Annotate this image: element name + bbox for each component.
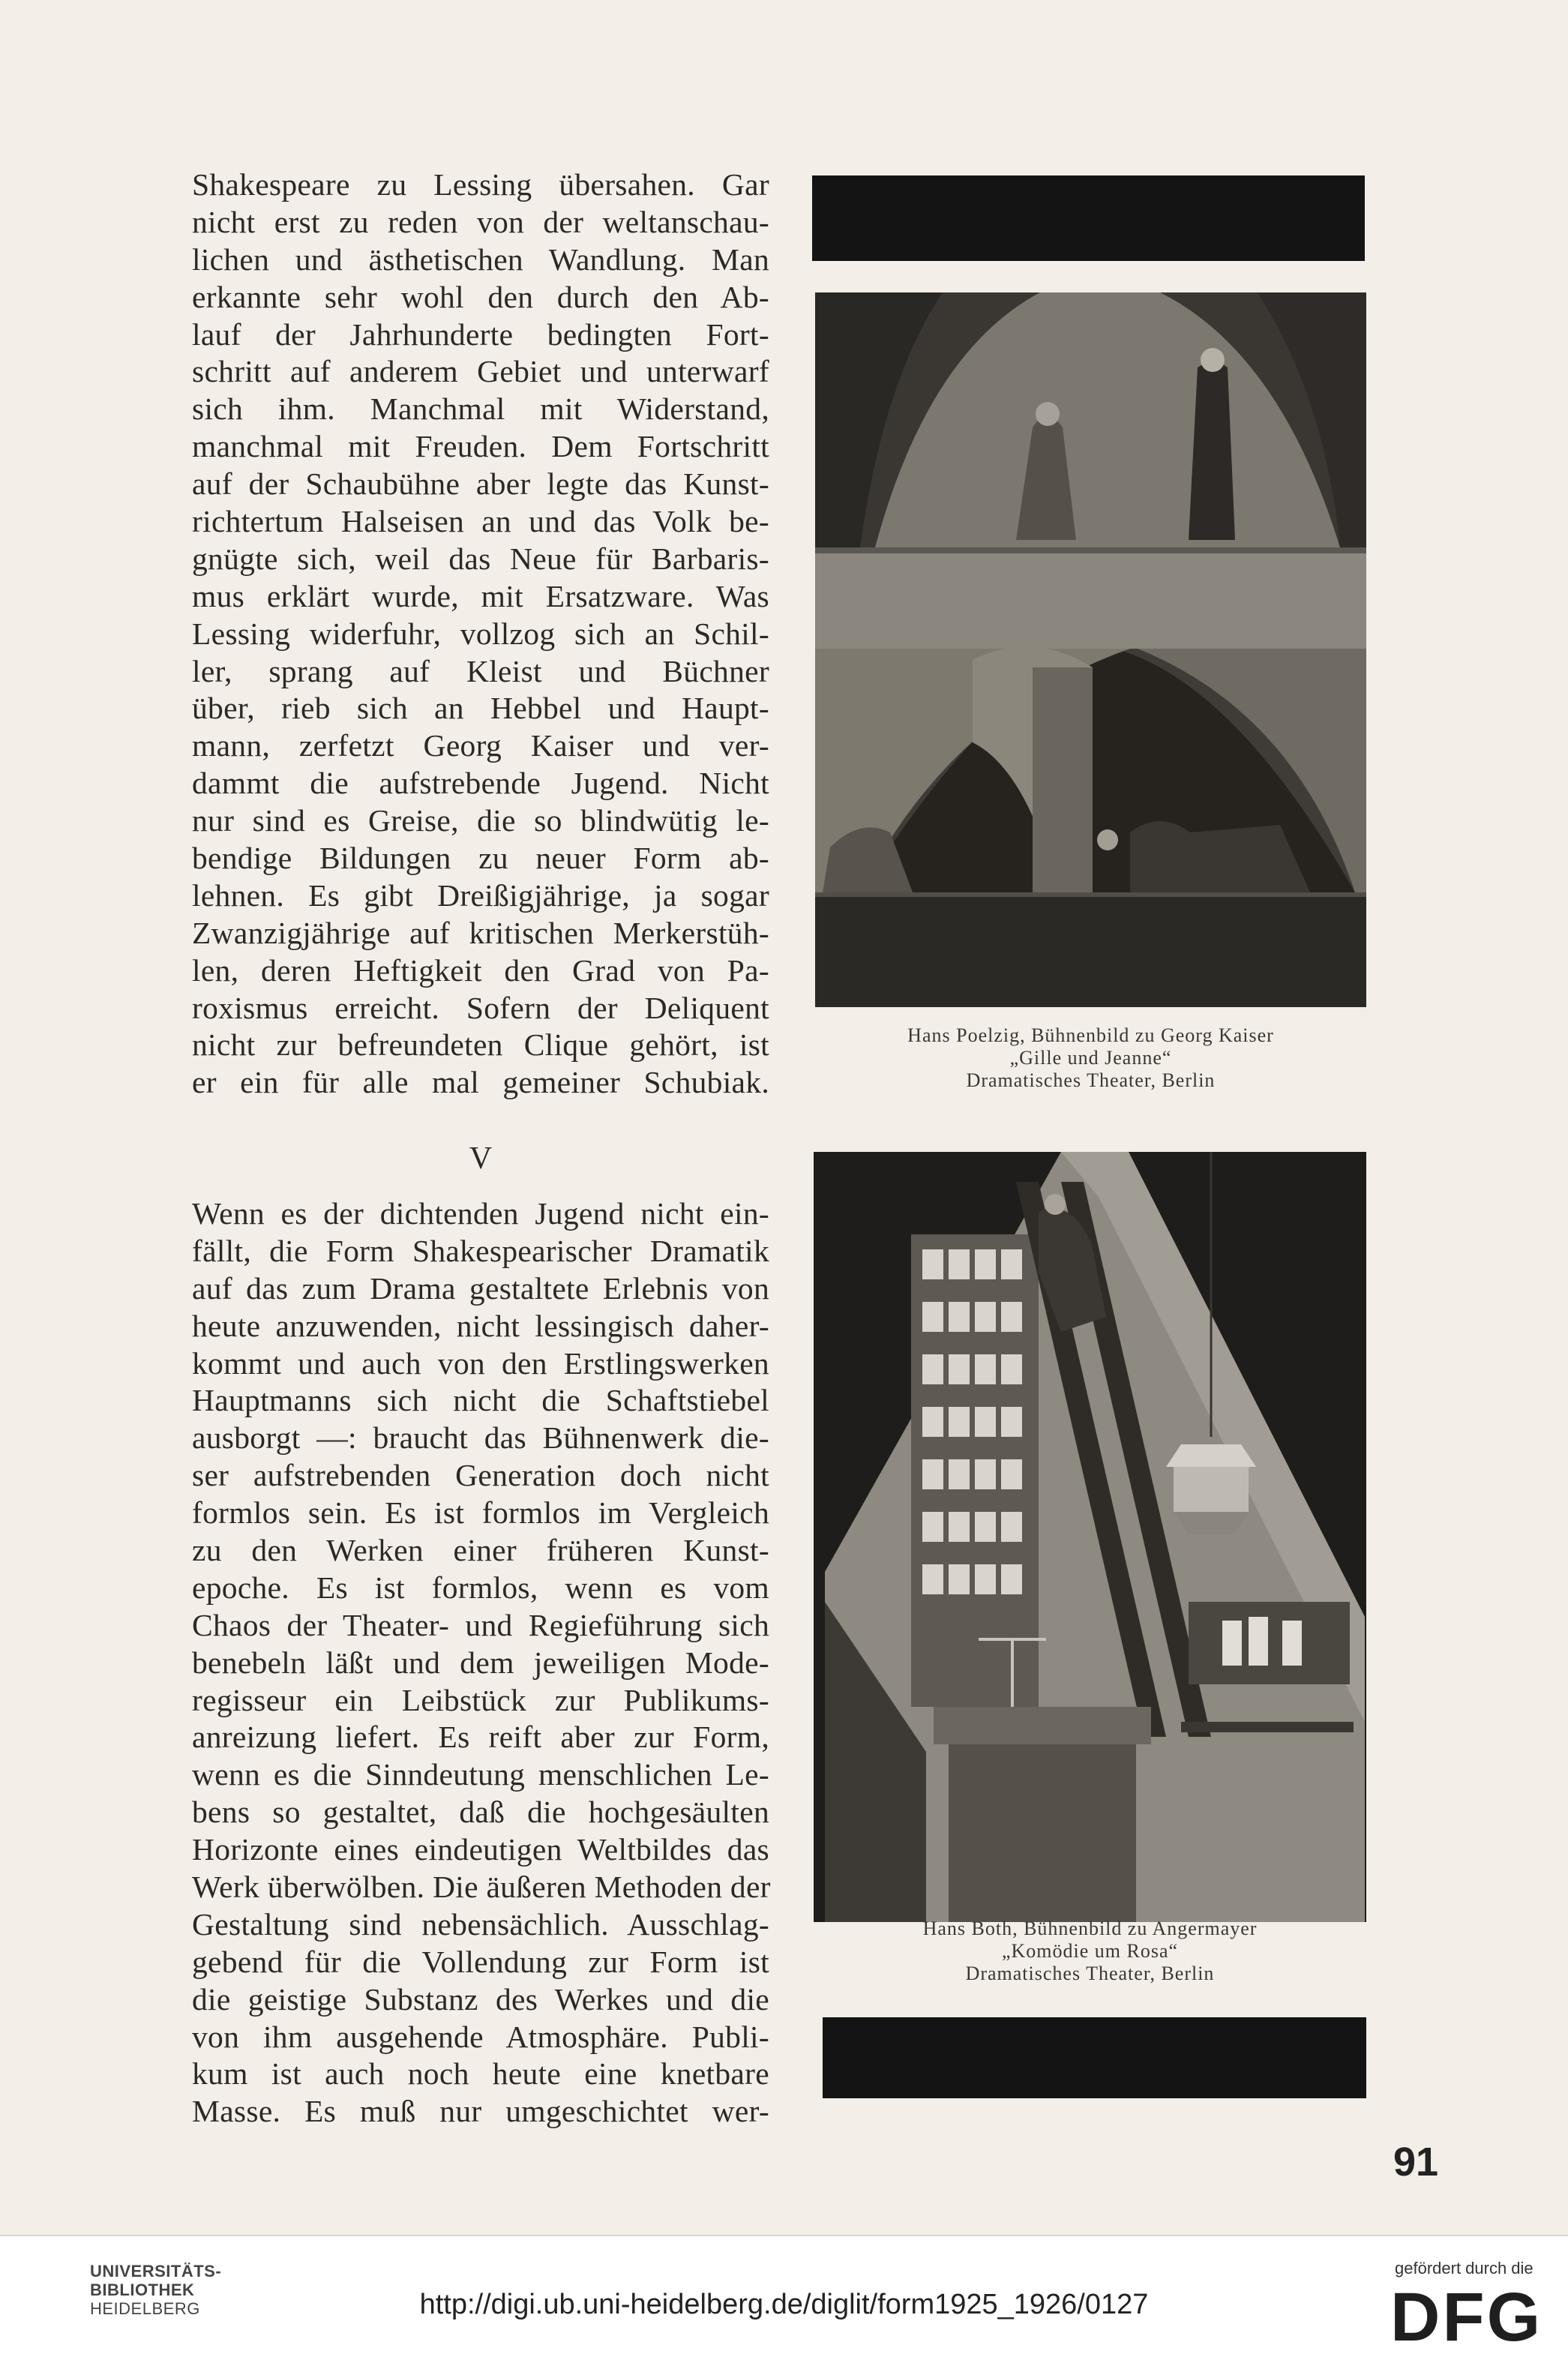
body-text-block-2 bbox=[192, 1195, 769, 2131]
permalink-url[interactable]: http://digi.ub.uni-heidelberg.de/diglit/form1925_1926/0127 bbox=[419, 2289, 1149, 2320]
page-number: 91 bbox=[1393, 2140, 1439, 2185]
text-line: zu den Werken einer früheren Kunst- bbox=[192, 1533, 769, 1568]
figure-2-caption-line: Dramatisches Theater, Berlin bbox=[965, 1963, 1215, 1984]
text-line: Hauptmanns sich nicht die Schaftstiebel bbox=[192, 1383, 769, 1418]
body-text-block-1 bbox=[192, 166, 769, 1102]
text-line: über, rieb sich an Hebbel und Haupt- bbox=[192, 691, 769, 726]
text-line: von ihm ausgehende Atmosphäre. Publi- bbox=[192, 2019, 769, 2054]
text-line: Lessing widerfuhr, vollzog sich an Schil- bbox=[192, 616, 769, 651]
black-bar-bottom bbox=[823, 2017, 1366, 2098]
text-line: dammt die aufstrebende Jugend. Nicht bbox=[192, 766, 769, 801]
text-line: bens so gestaltet, daß die hochgesäulten bbox=[192, 1795, 769, 1830]
text-line: Masse. Es muß nur umgeschichtet wer- bbox=[192, 2094, 769, 2129]
text-line: gnügte sich, weil das Neue für Barbaris- bbox=[192, 541, 769, 576]
black-bar-top bbox=[812, 175, 1365, 261]
library-name-line: BIBLIOTHEK bbox=[90, 2281, 195, 2299]
text-line: anreizung liefert. Es reift aber zur Form, bbox=[192, 1720, 769, 1755]
figure-1-caption-line: Hans Poelzig, Bühnenbild zu Georg Kaiser bbox=[907, 1024, 1274, 1046]
text-line: wenn es die Sinndeutung menschlichen Le- bbox=[192, 1757, 769, 1792]
text-line: benebeln läßt und dem jeweiligen Mode- bbox=[192, 1645, 769, 1680]
text-line: die geistige Substanz des Werkes und die bbox=[192, 1981, 769, 2017]
text-line: lehnen. Es gibt Dreißigjährige, ja sogar bbox=[192, 877, 769, 913]
text-line: lauf der Jahrhunderte bedingten Fort- bbox=[192, 316, 769, 352]
text-line: formlos sein. Es ist formlos im Vergleich bbox=[192, 1495, 769, 1531]
library-name-line: HEIDELBERG bbox=[90, 2299, 200, 2318]
text-line: kum ist auch noch heute eine knetbare bbox=[192, 2056, 769, 2092]
text-line: len, deren Heftigkeit den Grad von Pa- bbox=[192, 952, 769, 988]
text-line: roxismus erreicht. Sofern der Deliquent bbox=[192, 990, 769, 1025]
text-line: mus erklärt wurde, mit Ersatzware. Was bbox=[192, 578, 769, 613]
text-line: ler, sprang auf Kleist und Büchner bbox=[192, 653, 769, 688]
text-line: Gestaltung sind nebensächlich. Ausschlag- bbox=[192, 1906, 769, 1942]
figure-1-caption bbox=[815, 1024, 1366, 1092]
figure-2-caption-line: Hans Both, Bühnenbild zu Angermayer bbox=[922, 1918, 1258, 1939]
text-line: regisseur ein Leibstück zur Publikums- bbox=[192, 1682, 769, 1717]
text-line: er ein für alle mal gemeiner Schubiak. bbox=[192, 1065, 769, 1100]
figure-1-caption-line: Dramatisches Theater, Berlin bbox=[966, 1069, 1216, 1091]
text-line: lichen und ästhetischen Wandlung. Man bbox=[192, 241, 769, 277]
library-name-line: UNIVERSITÄTS- bbox=[90, 2262, 222, 2281]
text-line: heute anzuwenden, nicht lessingisch daher- bbox=[192, 1308, 769, 1343]
text-line: mann, zerfetzt Georg Kaiser und ver- bbox=[192, 728, 769, 763]
text-line: Shakespeare zu Lessing übersahen. Gar bbox=[192, 167, 769, 202]
text-line: bendige Bildungen zu neuer Form ab- bbox=[192, 841, 769, 876]
text-line: erkannte sehr wohl den durch den Ab- bbox=[192, 279, 769, 314]
text-line: ser aufstrebenden Generation doch nicht bbox=[192, 1458, 769, 1493]
figure-1-caption-line: „Gille und Jeanne“ bbox=[1009, 1047, 1172, 1069]
text-line: nur sind es Greise, die so blindwütig le- bbox=[192, 803, 769, 838]
stage-photo-komoedie-um-rosa bbox=[814, 1152, 1366, 1922]
text-line: epoche. Es ist formlos, wenn es vom bbox=[192, 1570, 769, 1605]
text-line: Werk überwölben. Die äußeren Methoden der bbox=[192, 1870, 771, 1905]
text-line: richtertum Halseisen an und das Volk be- bbox=[192, 504, 769, 539]
stage-photo-gille-und-jeanne bbox=[815, 292, 1366, 1007]
funding-label: gefördert durch die bbox=[1395, 2259, 1534, 2278]
text-line: manchmal mit Freuden. Dem Fortschritt bbox=[192, 429, 769, 464]
figure-2-caption-line: „Komödie um Rosa“ bbox=[1001, 1940, 1179, 1962]
text-line: auf der Schaubühne aber legte das Kunst- bbox=[192, 466, 769, 502]
text-line: kommt und auch von den Erstlingswerken bbox=[192, 1345, 769, 1381]
section-heading: V bbox=[469, 1141, 493, 1176]
text-line: sich ihm. Manchmal mit Widerstand, bbox=[192, 391, 769, 427]
dfg-logo[interactable]: DFG bbox=[1390, 2279, 1543, 2356]
text-line: nicht zur befreundeten Clique gehört, ist bbox=[192, 1027, 769, 1063]
figure-2-caption bbox=[814, 1918, 1366, 1985]
text-line: Chaos der Theater- und Regieführung sich bbox=[192, 1607, 769, 1642]
text-line: ausborgt —: braucht das Bühnenwerk die- bbox=[192, 1420, 769, 1456]
text-line: gebend für die Vollendung zur Form ist bbox=[192, 1944, 769, 1979]
text-line: Horizonte eines eindeutigen Weltbildes das bbox=[192, 1832, 769, 1867]
text-line: auf das zum Drama gestaltete Erlebnis von bbox=[192, 1270, 769, 1306]
text-line: schritt auf anderem Gebiet und unterwarf bbox=[192, 354, 769, 389]
text-line: Wenn es der dichtenden Jugend nicht ein- bbox=[192, 1196, 769, 1231]
text-line: nicht erst zu reden von der weltanschau- bbox=[192, 204, 769, 239]
text-line: Zwanzigjährige auf kritischen Merkerstüh- bbox=[192, 915, 769, 950]
text-line: fällt, die Form Shakespearischer Dramatik bbox=[192, 1233, 769, 1268]
